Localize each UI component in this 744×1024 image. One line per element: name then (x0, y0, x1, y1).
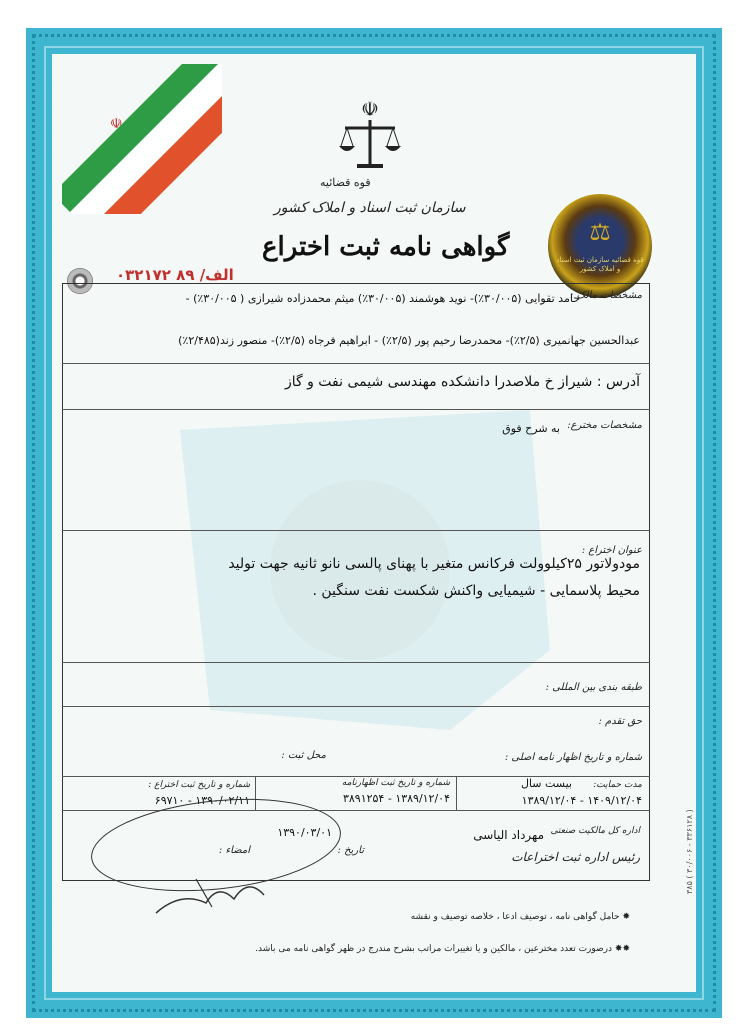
footer-note-1 (411, 912, 630, 922)
declaration-label: شماره و تاریخ اظهار نامه اصلی : (504, 752, 642, 763)
invention-title-label: عنوان اختراع : (581, 545, 642, 556)
validity-dates: ۱۴۰۹/۱۲/۰۴ - ۱۳۸۹/۱۲/۰۴ (521, 794, 642, 807)
serial-number: الف/ ۸۹ ۰۳۲۱۷۲ (116, 266, 234, 284)
declaration-number-value: ۱۳۸۹/۱۲/۰۴ - ۳۸۹۱۲۵۴ (342, 792, 450, 805)
divider (62, 662, 650, 663)
registration-value: ۱۳۹۰/۰۲/۱۱ - ۶۹۷۱۰ (154, 794, 250, 807)
certificate-title: گواهی نامه ثبت اختراع (262, 232, 510, 262)
validity-label: مدت حمایت: (593, 780, 642, 790)
place-label: محل ثبت : (281, 750, 326, 761)
date-value: ۱۳۹۰/۰۳/۰۱ (277, 826, 332, 839)
role-label: رئیس اداره ثبت اختراعات (511, 850, 640, 864)
divider (62, 530, 650, 531)
divider (62, 363, 650, 364)
divider (62, 706, 650, 707)
owner-line-2: عبدالحسین جهانمیری (۲/۵٪)- محمدرضا رحیم پور (۲/۵٪) - ابراهیم فرجاه (۲/۵٪)- منصور زند(۲/۴۸۵٪) (178, 334, 640, 347)
judiciary-label: قوه قضائیه (320, 176, 371, 189)
svg-text:☫: ☫ (361, 97, 379, 121)
bullet-icon: ✸ (619, 912, 630, 922)
owner-line-1: حامد تقوایی (۳۰/۰۰۵٪)- نوید هوشمند (۳۰/۰۰۵٪) میثم محمدزاده شیرازی ( ۳۰/۰۰۵٪) - (185, 292, 580, 305)
footer-note-2-text: درصورت تعدد مخترعین ، مالکین و یا تغییرات مراتب بشرح مندرج در ظهر گواهی نامه می باشد. (255, 944, 613, 954)
footer-note-1-text: حامل گواهی نامه ، توصیف ادعا ، خلاصه توصیف و نقشه (410, 912, 620, 922)
invention-title-line-1: مودولاتور ۲۵کیلوولت فرکانس متغیر با پهنای پالسی نانو ثانیه جهت تولید (228, 556, 640, 572)
iran-flag-icon (62, 64, 222, 214)
inventor-label: مشخصات مخترع: (567, 420, 642, 431)
declaration-number-label: شماره و تاریخ ثبت اظهارنامه (341, 778, 450, 788)
organization-name: سازمان ثبت اسناد و املاک کشور (274, 200, 466, 216)
dept-label: اداره کل مالکیت صنعتی (550, 826, 640, 836)
inventor-value: به شرح فوق (502, 422, 560, 435)
bullet-icon: ✸✸ (612, 944, 630, 954)
divider (456, 776, 457, 810)
sign-label: امضاء : (218, 845, 250, 856)
invention-title-line-2: محیط پلاسمایی - شیمیایی واکنش شکست نفت سنگین . (312, 583, 640, 599)
date-label: تاریخ : (337, 845, 364, 856)
seal-emblem-icon: ⚖ (589, 218, 611, 246)
intl-class-label: طبقه بندی بین المللی : (545, 682, 642, 693)
signatory-name: مهرداد الیاسی (473, 828, 544, 842)
handwritten-signature (86, 795, 346, 925)
footer-note-2 (255, 944, 630, 954)
divider (62, 409, 650, 410)
address: آدرس : شیراز خ ملاصدرا دانشکده مهندسی شیمی نفت و گاز (284, 374, 640, 390)
validity-value: بیست سال (520, 777, 572, 790)
margin-code: ۳۸۵ ( ۳۰/۰۰۶ - ۳۳۶۱۲۸ ) (685, 809, 694, 894)
owner-label: مشخصات مالک : (570, 290, 642, 301)
flag-emblem-icon: ☫ (110, 116, 123, 132)
seal-text: قوه قضائیه سازمان ثبت اسناد و املاک کشور (556, 256, 644, 273)
registration-label: شماره و تاریخ ثبت اختراع : (148, 780, 250, 790)
priority-label: حق تقدم : (598, 716, 642, 727)
justice-scales-icon (335, 94, 405, 174)
